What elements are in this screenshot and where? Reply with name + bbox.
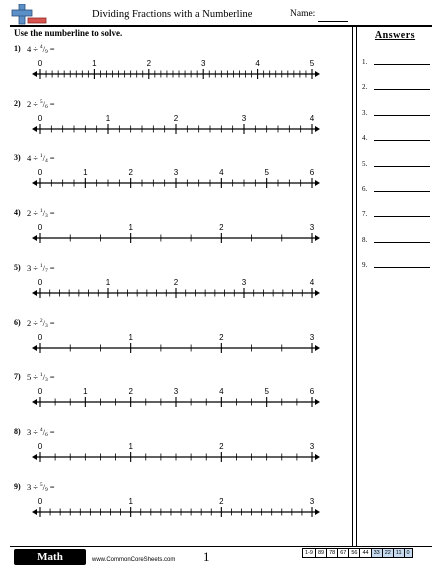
equals-sign: = <box>49 44 55 54</box>
arrow-right-icon <box>315 509 320 515</box>
tick-label: 3 <box>173 387 179 397</box>
fraction-slash: / <box>42 153 46 164</box>
problem-number: 3) <box>14 153 21 163</box>
answer-blank[interactable] <box>374 242 430 243</box>
number-line <box>0 492 340 526</box>
fraction-numerator: 2 <box>39 317 43 324</box>
equals-sign: = <box>49 426 55 437</box>
answer-number: 2. <box>362 83 368 92</box>
score-cell: 33 <box>371 549 382 558</box>
equals-sign: = <box>49 481 55 492</box>
fraction-slash: / <box>42 317 46 328</box>
score-cell: 0 <box>404 549 412 558</box>
tick-label: 1 <box>105 277 111 287</box>
arrow-right-icon <box>315 180 320 186</box>
equals-sign: = <box>49 372 55 383</box>
tick-label: 5 <box>309 59 315 68</box>
tick-label: 1 <box>128 332 133 342</box>
fraction-denominator: 6 <box>45 431 48 438</box>
tick-label: 0 <box>37 59 43 68</box>
divide-sign: ÷ <box>33 98 38 109</box>
dividend: 3 <box>27 481 32 492</box>
name-field[interactable] <box>318 21 348 22</box>
tick-label: 3 <box>309 496 315 506</box>
number-line <box>0 273 340 307</box>
fraction-numerator: 1 <box>39 262 43 269</box>
tick-label: 1 <box>92 59 97 68</box>
arrow-left-icon <box>32 235 37 241</box>
arrow-right-icon <box>315 290 320 296</box>
tick-label: 3 <box>241 277 247 287</box>
fraction-denominator: 9 <box>45 49 48 55</box>
header-divider <box>10 25 432 27</box>
answer-number: 7. <box>362 210 368 219</box>
name-label: Name: <box>290 9 316 19</box>
tick-label: 3 <box>309 223 315 233</box>
tick-label: 4 <box>309 113 315 123</box>
fraction-denominator: 7 <box>45 267 48 274</box>
answer-blank[interactable] <box>374 267 430 268</box>
problem <box>0 98 352 160</box>
fraction-numerator: 4 <box>39 44 43 50</box>
dividend: 2 <box>27 317 32 328</box>
fraction-numerator: 1 <box>39 208 43 215</box>
tick-label: 1 <box>83 387 88 397</box>
tick-label: 4 <box>219 168 224 178</box>
score-cell: 78 <box>327 549 338 558</box>
tick-label: 3 <box>241 113 247 123</box>
fraction-slash: / <box>42 44 46 54</box>
divide-sign: ÷ <box>33 426 38 437</box>
tick-label: 0 <box>37 441 43 451</box>
number-line <box>0 54 340 88</box>
divide-sign: ÷ <box>33 372 38 383</box>
tick-label: 4 <box>255 59 260 68</box>
problem <box>0 482 352 540</box>
arrow-left-icon <box>32 126 37 132</box>
problem <box>0 153 352 211</box>
fraction-numerator: 5 <box>39 98 43 105</box>
number-line <box>0 382 340 416</box>
tick-label: 1 <box>128 496 133 506</box>
score-cell: 67 <box>338 549 349 558</box>
tick-label: 3 <box>200 59 206 68</box>
problem-number: 2) <box>14 98 21 108</box>
equals-sign: = <box>49 317 55 328</box>
tick-label: 1 <box>83 168 88 178</box>
answer-blank[interactable] <box>374 166 430 167</box>
answer-blank[interactable] <box>374 115 430 116</box>
equals-sign: = <box>49 262 55 273</box>
problem-number: 7) <box>14 372 21 382</box>
tick-label: 2 <box>128 168 133 178</box>
score-range: 1-9 <box>303 549 316 558</box>
problem-number: 9) <box>14 481 21 491</box>
equals-sign: = <box>49 98 55 109</box>
tick-label: 2 <box>173 113 179 123</box>
tick-label: 2 <box>173 277 179 287</box>
dividend: 2 <box>27 98 32 109</box>
arrow-right-icon <box>315 126 320 132</box>
divide-sign: ÷ <box>33 153 38 164</box>
footer-divider <box>10 546 432 547</box>
fraction-denominator: 6 <box>45 103 48 110</box>
fraction-numerator: 5 <box>39 481 43 488</box>
arrow-left-icon <box>32 454 37 460</box>
tick-label: 2 <box>219 441 224 451</box>
answer-column-divider <box>352 26 353 546</box>
answer-blank[interactable] <box>374 140 430 141</box>
tick-label: 0 <box>37 332 43 342</box>
problem <box>0 44 352 102</box>
tick-label: 2 <box>219 332 224 342</box>
problem <box>0 263 352 321</box>
tick-label: 0 <box>37 387 43 397</box>
divide-sign: ÷ <box>33 262 38 273</box>
tick-label: 3 <box>309 332 315 342</box>
score-cell: 22 <box>382 549 393 558</box>
answer-number: 6. <box>362 185 368 193</box>
answer-number: 8. <box>362 235 368 244</box>
answer-blank[interactable] <box>374 89 430 90</box>
tick-label: 0 <box>37 113 43 123</box>
tick-label: 6 <box>309 168 315 178</box>
dividend: 3 <box>27 426 32 437</box>
problem-number: 4) <box>14 208 21 218</box>
equals-sign: = <box>49 153 55 164</box>
arrow-left-icon <box>32 509 37 515</box>
divide-sign: ÷ <box>33 44 38 54</box>
tick-label: 4 <box>309 277 315 287</box>
tick-label: 1 <box>128 223 133 233</box>
arrow-right-icon <box>315 235 320 241</box>
arrow-right-icon <box>315 399 320 405</box>
page-title: Dividing Fractions with a Numberline <box>92 9 253 20</box>
score-cell: 56 <box>349 549 360 558</box>
answer-number: 9. <box>362 261 368 270</box>
problem <box>0 208 352 266</box>
number-line <box>0 163 340 197</box>
dividend: 5 <box>27 372 32 383</box>
fraction-slash: / <box>42 426 46 437</box>
answer-column-divider-inner <box>356 26 357 546</box>
page-number: 1 <box>203 549 210 564</box>
answer-number: 3. <box>362 108 368 117</box>
arrow-left-icon <box>32 180 37 186</box>
arrow-left-icon <box>32 71 37 77</box>
tick-label: 3 <box>173 168 179 178</box>
number-line <box>0 218 340 252</box>
number-line <box>0 437 340 471</box>
equals-sign: = <box>49 208 55 219</box>
answer-blank[interactable] <box>374 216 430 217</box>
tick-label: 1 <box>128 441 133 451</box>
tick-label: 2 <box>219 223 224 233</box>
tick-label: 4 <box>219 387 224 397</box>
problem-number: 1) <box>14 44 21 53</box>
arrow-left-icon <box>32 345 37 351</box>
site-url: www.CommonCoreSheets.com <box>92 557 176 563</box>
tick-label: 5 <box>264 168 269 178</box>
answer-blank[interactable] <box>374 191 430 192</box>
score-cell: 44 <box>360 549 371 558</box>
answer-number: 4. <box>362 134 368 143</box>
tick-label: 0 <box>37 277 43 287</box>
fraction-denominator: 3 <box>45 213 48 220</box>
fraction-numerator: 4 <box>39 426 43 433</box>
dividend: 4 <box>27 44 32 54</box>
problem-number: 5) <box>14 262 21 272</box>
fraction-denominator: 3 <box>45 322 48 329</box>
answers-heading: Answers <box>374 30 416 41</box>
answer-blank[interactable] <box>374 64 430 65</box>
problem-number: 6) <box>14 317 21 327</box>
fraction-slash: / <box>42 481 46 492</box>
divide-sign: ÷ <box>33 208 38 219</box>
fraction-numerator: 1 <box>39 372 43 379</box>
tick-label: 0 <box>37 168 43 178</box>
fraction-denominator: 9 <box>45 486 48 493</box>
fraction-denominator: 3 <box>45 377 48 384</box>
fraction-denominator: 4 <box>45 158 48 165</box>
tick-label: 6 <box>309 387 315 397</box>
fraction-slash: / <box>42 208 46 219</box>
divide-sign: ÷ <box>33 481 38 492</box>
arrow-left-icon <box>32 399 37 405</box>
fraction-slash: / <box>42 98 46 109</box>
instructions: Use the numberline to solve. <box>14 28 123 38</box>
number-line <box>0 109 340 143</box>
problem <box>0 372 352 430</box>
problem-number: 8) <box>14 426 21 436</box>
logo-icon <box>10 4 48 26</box>
answer-number: 1. <box>362 58 368 66</box>
tick-label: 1 <box>105 113 111 123</box>
tick-label: 2 <box>146 59 152 68</box>
subject-badge: Math <box>14 549 86 565</box>
arrow-right-icon <box>315 345 320 351</box>
answer-number: 5. <box>362 159 368 168</box>
problem <box>0 317 352 379</box>
tick-label: 2 <box>128 387 133 397</box>
dividend: 2 <box>27 208 32 219</box>
fraction-slash: / <box>42 262 46 273</box>
problem <box>0 427 352 485</box>
arrow-left-icon <box>32 290 37 296</box>
dividend: 3 <box>27 262 32 273</box>
number-line <box>0 328 340 362</box>
tick-label: 3 <box>309 441 315 451</box>
dividend: 4 <box>27 153 32 164</box>
score-table <box>302 548 413 558</box>
divide-sign: ÷ <box>33 317 38 328</box>
tick-label: 5 <box>264 387 269 397</box>
arrow-right-icon <box>315 454 320 460</box>
fraction-slash: / <box>42 372 46 383</box>
arrow-right-icon <box>315 71 320 77</box>
score-cell: 11 <box>393 549 404 558</box>
tick-label: 2 <box>219 496 224 506</box>
tick-label: 0 <box>37 496 43 506</box>
fraction-numerator: 1 <box>39 153 43 160</box>
tick-label: 0 <box>37 223 43 233</box>
score-cell: 89 <box>315 549 326 558</box>
